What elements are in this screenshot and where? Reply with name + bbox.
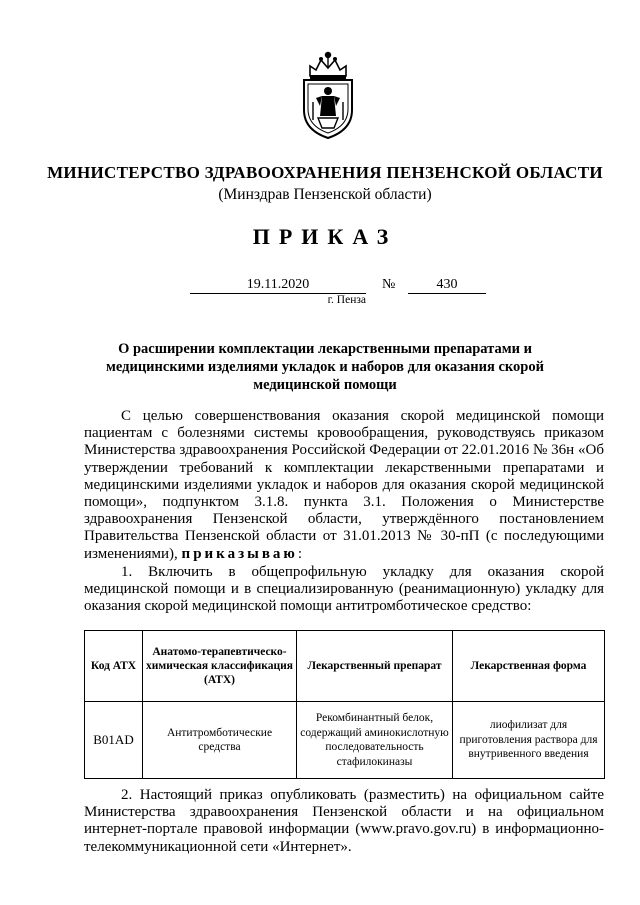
order-title: ПРИКАЗ (252, 224, 398, 249)
table-header-row (85, 631, 605, 702)
order-word: приказываю (181, 545, 298, 562)
preamble-text: С целью совершенствования оказания скорой медицинской помощи пациентам с болезнями системы кровообращения, руководствуясь приказом Министерства здравоохранения Российской Федерации от 22.01.2016 № 36н «Об утверждении требований к комплектации лекарственными препаратами и медицинскими изделиями укладок и наборов для оказания скорой медицинской помощи», подпунктом 3.1.8. пункта 3.1. Положения о Министерстве здравоохранения Пензенской области, утверждённого постановлением Правительства Пензенской области от 31.01.2013 № 30-пП (с последующими изменениями), (84, 408, 604, 562)
preamble-colon: : (297, 545, 303, 562)
order-date: 19.11.2020 (246, 277, 310, 292)
table-cell: Антитромботические средства (143, 702, 297, 779)
table-header-cell: Анатомо-терапевтическо-химическая классификация (АТХ) (143, 631, 297, 702)
order-heading: О расширении комплектации лекарственными препаратами и медицинскими изделиями укладок и наборов для оказания скорой медицинской помощи (106, 341, 544, 393)
preamble-paragraph (84, 408, 604, 563)
city: г. Пенза (327, 294, 366, 306)
penza-coat-of-arms-icon (296, 46, 360, 140)
item-2-paragraph: 2. Настоящий приказ опубликовать (разместить) на официальном сайте Министерства здравоохранения Пензенской области и на официальном интернет-портале правовой информации (www.pravo.gov.ru) в информационно-телекоммуникационной сети «Интернет». (84, 787, 604, 855)
table-header-cell: Лекарственный препарат (297, 631, 453, 702)
table-cell: Рекомбинантный белок, содержащий аминокислотную последовательность стафилокиназы (297, 702, 453, 779)
number-underline (408, 293, 486, 294)
table-cell: лиофилизат для приготовления раствора для внутривенного введения (453, 702, 605, 779)
table-row (85, 702, 605, 779)
order-number: 430 (436, 277, 458, 292)
ministry-short-name: (Минздрав Пензенской области) (218, 186, 432, 203)
item-1-paragraph: 1. Включить в общепрофильную укладку для оказания скорой медицинской помощи и в специализированную (реанимационную) укладку для оказания скорой медицинской помощи антитромботическое средство: (84, 564, 604, 615)
table-header-cell: Код АТХ (85, 631, 143, 702)
ministry-name: МИНИСТЕРСТВО ЗДРАВООХРАНЕНИЯ ПЕНЗЕНСКОЙ ОБЛАСТИ (47, 163, 603, 182)
table-cell: B01AD (85, 702, 143, 779)
number-sign: № (382, 277, 396, 292)
drug-table (84, 630, 605, 779)
table-header-cell: Лекарственная форма (453, 631, 605, 702)
